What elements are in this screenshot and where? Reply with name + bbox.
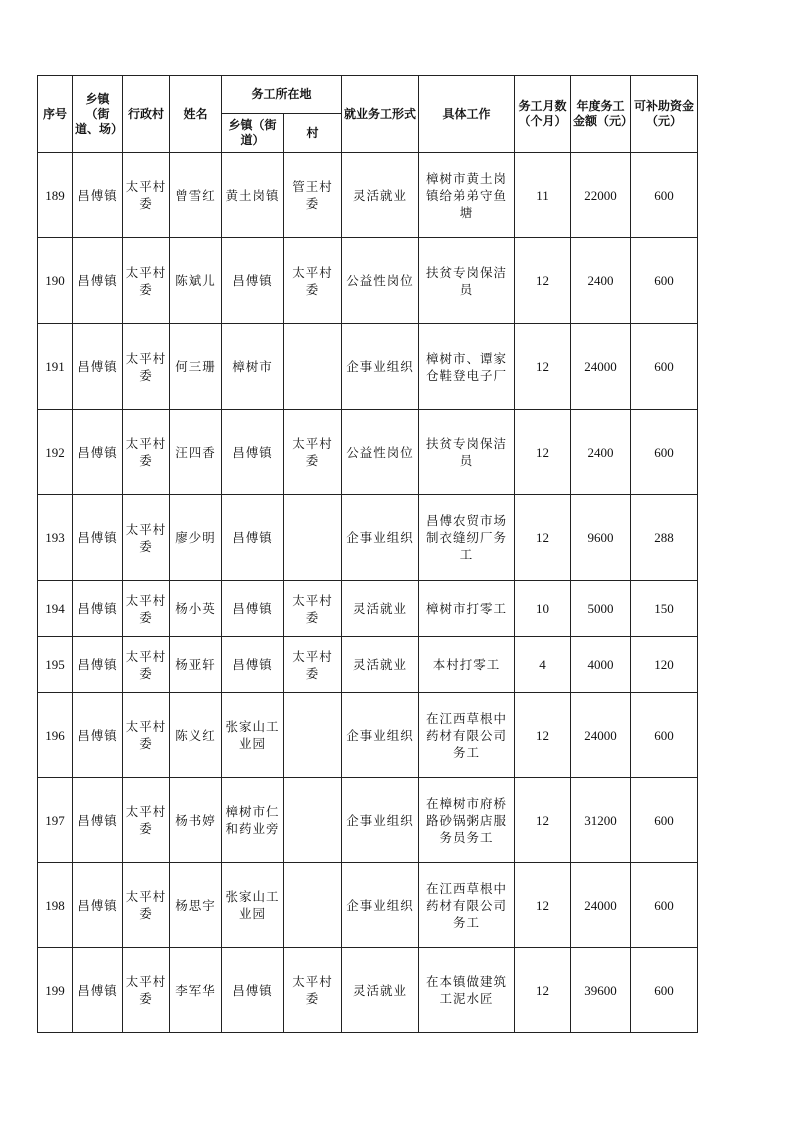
cell-job: 在江西草根中药材有限公司务工 <box>419 693 515 778</box>
table-row <box>38 324 698 410</box>
cell-township: 昌傅镇 <box>73 324 123 410</box>
cell-name: 陈义红 <box>170 693 222 778</box>
cell-subsidy: 600 <box>631 863 698 948</box>
cell-work-village <box>284 495 342 581</box>
header-job: 具体工作 <box>419 76 515 153</box>
cell-subsidy: 600 <box>631 324 698 410</box>
cell-name: 陈斌儿 <box>170 238 222 324</box>
header-seq: 序号 <box>38 76 73 153</box>
cell-township: 昌傅镇 <box>73 778 123 863</box>
cell-township: 昌傅镇 <box>73 948 123 1033</box>
cell-months: 12 <box>515 495 571 581</box>
cell-form: 企事业组织 <box>342 324 419 410</box>
cell-months: 12 <box>515 948 571 1033</box>
cell-village: 太平村委 <box>123 581 170 637</box>
cell-village: 太平村委 <box>123 778 170 863</box>
cell-work-township: 昌傅镇 <box>222 238 284 324</box>
table-row <box>38 948 698 1033</box>
table-row <box>38 238 698 324</box>
cell-township: 昌傅镇 <box>73 693 123 778</box>
cell-work-village: 管王村委 <box>284 153 342 238</box>
cell-seq: 189 <box>38 153 73 238</box>
table-row <box>38 693 698 778</box>
cell-income: 9600 <box>571 495 631 581</box>
cell-subsidy: 600 <box>631 238 698 324</box>
header-name: 姓名 <box>170 76 222 153</box>
cell-income: 2400 <box>571 410 631 495</box>
cell-seq: 193 <box>38 495 73 581</box>
cell-name: 汪四香 <box>170 410 222 495</box>
cell-work-township: 昌傅镇 <box>222 948 284 1033</box>
cell-work-township: 樟树市 <box>222 324 284 410</box>
header-village: 行政村 <box>123 76 170 153</box>
cell-name: 杨书婷 <box>170 778 222 863</box>
cell-village: 太平村委 <box>123 863 170 948</box>
cell-name: 杨小英 <box>170 581 222 637</box>
cell-job: 在江西草根中药材有限公司务工 <box>419 863 515 948</box>
table-row <box>38 778 698 863</box>
cell-work-township: 张家山工业园 <box>222 863 284 948</box>
header-work-location: 务工所在地 <box>222 76 342 114</box>
header-months: 务工月数（个月） <box>515 76 571 153</box>
header-subsidy: 可补助资金（元） <box>631 76 698 153</box>
cell-subsidy: 288 <box>631 495 698 581</box>
cell-form: 灵活就业 <box>342 581 419 637</box>
cell-village: 太平村委 <box>123 153 170 238</box>
cell-work-township: 黄土岗镇 <box>222 153 284 238</box>
cell-name: 廖少明 <box>170 495 222 581</box>
cell-subsidy: 600 <box>631 693 698 778</box>
cell-township: 昌傅镇 <box>73 153 123 238</box>
cell-months: 4 <box>515 637 571 693</box>
cell-income: 2400 <box>571 238 631 324</box>
cell-income: 5000 <box>571 581 631 637</box>
cell-seq: 197 <box>38 778 73 863</box>
table-row <box>38 153 698 238</box>
cell-work-village <box>284 863 342 948</box>
cell-name: 杨思宇 <box>170 863 222 948</box>
cell-income: 39600 <box>571 948 631 1033</box>
cell-work-township: 昌傅镇 <box>222 637 284 693</box>
cell-income: 31200 <box>571 778 631 863</box>
subsidy-table <box>37 75 698 1033</box>
cell-job: 扶贫专岗保洁员 <box>419 238 515 324</box>
cell-work-village: 太平村委 <box>284 238 342 324</box>
cell-seq: 196 <box>38 693 73 778</box>
cell-subsidy: 600 <box>631 153 698 238</box>
cell-months: 12 <box>515 238 571 324</box>
cell-subsidy: 600 <box>631 410 698 495</box>
header-form: 就业务工形式 <box>342 76 419 153</box>
header-work-village: 村 <box>284 114 342 153</box>
cell-job: 扶贫专岗保洁员 <box>419 410 515 495</box>
cell-work-village: 太平村委 <box>284 581 342 637</box>
cell-village: 太平村委 <box>123 693 170 778</box>
cell-job: 樟树市打零工 <box>419 581 515 637</box>
cell-form: 公益性岗位 <box>342 238 419 324</box>
cell-seq: 191 <box>38 324 73 410</box>
cell-work-township: 张家山工业园 <box>222 693 284 778</box>
cell-name: 何三珊 <box>170 324 222 410</box>
header-township: 乡镇（街道、场） <box>73 76 123 153</box>
cell-income: 24000 <box>571 863 631 948</box>
cell-name: 曾雪红 <box>170 153 222 238</box>
cell-job: 在本镇做建筑工泥水匠 <box>419 948 515 1033</box>
cell-seq: 199 <box>38 948 73 1033</box>
cell-name: 李军华 <box>170 948 222 1033</box>
cell-job: 在樟树市府桥路砂锅粥店服务员务工 <box>419 778 515 863</box>
cell-months: 11 <box>515 153 571 238</box>
cell-village: 太平村委 <box>123 324 170 410</box>
cell-form: 灵活就业 <box>342 153 419 238</box>
header-work-township: 乡镇（街道） <box>222 114 284 153</box>
cell-work-township: 樟树市仁和药业旁 <box>222 778 284 863</box>
cell-subsidy: 600 <box>631 778 698 863</box>
cell-work-township: 昌傅镇 <box>222 581 284 637</box>
cell-form: 公益性岗位 <box>342 410 419 495</box>
cell-income: 24000 <box>571 693 631 778</box>
cell-job: 本村打零工 <box>419 637 515 693</box>
cell-name: 杨亚轩 <box>170 637 222 693</box>
cell-income: 22000 <box>571 153 631 238</box>
cell-seq: 198 <box>38 863 73 948</box>
cell-months: 12 <box>515 778 571 863</box>
cell-work-township: 昌傅镇 <box>222 410 284 495</box>
cell-work-village <box>284 693 342 778</box>
cell-job: 昌傅农贸市场制衣缝纫厂务工 <box>419 495 515 581</box>
cell-township: 昌傅镇 <box>73 863 123 948</box>
cell-work-village <box>284 778 342 863</box>
cell-township: 昌傅镇 <box>73 410 123 495</box>
cell-form: 企事业组织 <box>342 693 419 778</box>
cell-months: 10 <box>515 581 571 637</box>
cell-job: 樟树市、谭家仓鞋登电子厂 <box>419 324 515 410</box>
cell-township: 昌傅镇 <box>73 637 123 693</box>
table-row <box>38 637 698 693</box>
cell-subsidy: 150 <box>631 581 698 637</box>
cell-work-village: 太平村委 <box>284 410 342 495</box>
table-row <box>38 581 698 637</box>
cell-months: 12 <box>515 324 571 410</box>
cell-village: 太平村委 <box>123 410 170 495</box>
cell-work-village: 太平村委 <box>284 948 342 1033</box>
cell-township: 昌傅镇 <box>73 238 123 324</box>
cell-village: 太平村委 <box>123 637 170 693</box>
cell-township: 昌傅镇 <box>73 495 123 581</box>
cell-form: 企事业组织 <box>342 863 419 948</box>
cell-village: 太平村委 <box>123 948 170 1033</box>
cell-seq: 192 <box>38 410 73 495</box>
cell-form: 灵活就业 <box>342 637 419 693</box>
table-row <box>38 863 698 948</box>
cell-job: 樟树市黄土岗镇给弟弟守鱼塘 <box>419 153 515 238</box>
cell-township: 昌傅镇 <box>73 581 123 637</box>
cell-months: 12 <box>515 410 571 495</box>
cell-subsidy: 120 <box>631 637 698 693</box>
cell-income: 24000 <box>571 324 631 410</box>
cell-form: 灵活就业 <box>342 948 419 1033</box>
cell-subsidy: 600 <box>631 948 698 1033</box>
cell-seq: 190 <box>38 238 73 324</box>
cell-form: 企事业组织 <box>342 495 419 581</box>
header-income: 年度务工金额（元） <box>571 76 631 153</box>
cell-work-village <box>284 324 342 410</box>
cell-village: 太平村委 <box>123 238 170 324</box>
cell-income: 4000 <box>571 637 631 693</box>
cell-work-township: 昌傅镇 <box>222 495 284 581</box>
cell-months: 12 <box>515 863 571 948</box>
cell-form: 企事业组织 <box>342 778 419 863</box>
cell-months: 12 <box>515 693 571 778</box>
table-row <box>38 495 698 581</box>
table-row <box>38 410 698 495</box>
cell-work-village: 太平村委 <box>284 637 342 693</box>
cell-seq: 194 <box>38 581 73 637</box>
cell-village: 太平村委 <box>123 495 170 581</box>
cell-seq: 195 <box>38 637 73 693</box>
